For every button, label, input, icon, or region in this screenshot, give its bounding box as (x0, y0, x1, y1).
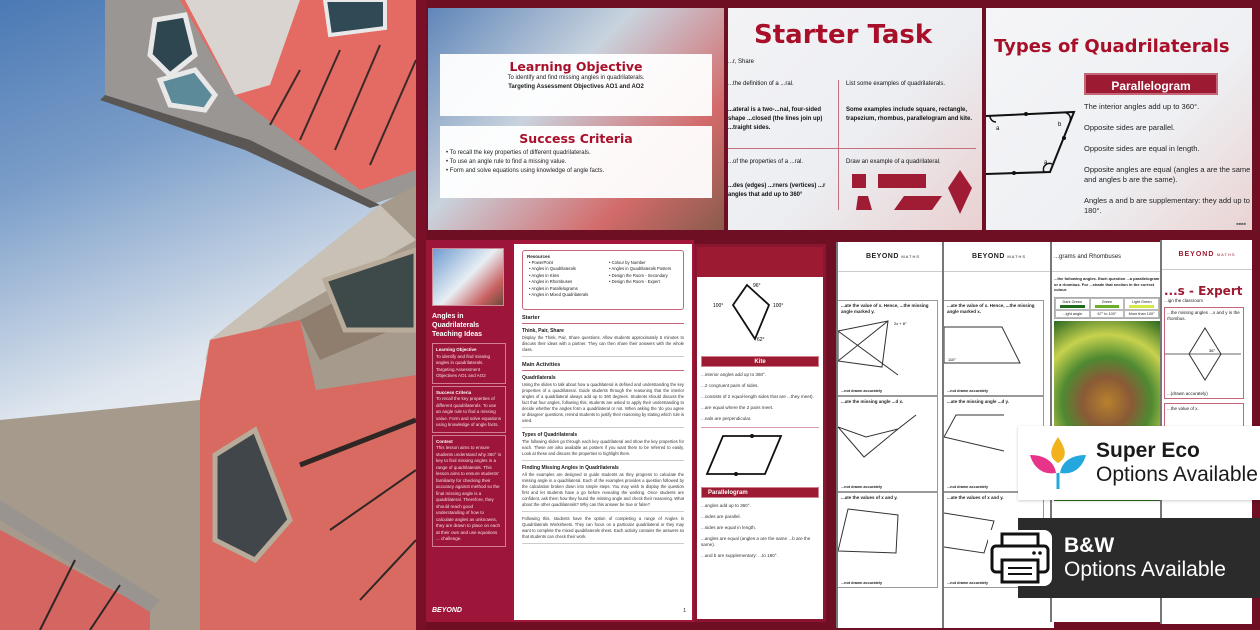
angle-label: 62° (757, 337, 765, 343)
bw-line-2: Options Available (1064, 558, 1226, 581)
beyond-logo: BEYOND (971, 253, 1005, 260)
sidebar-box-text: To identify and find missing angles in quadrilaterals. Targeting Assessment Objectives AO1 and AO2 (436, 353, 491, 378)
rhombus-diagram-icon (1165, 324, 1245, 384)
resources-col-2 (609, 260, 671, 286)
types-title: Types of Quadrilaterals (994, 36, 1230, 57)
question-note: ...(drawn accurately) (1167, 391, 1208, 396)
fact-item: ...sides are equal in length. (701, 525, 756, 530)
starter-a1: ...ateral is a two-...nal, four-sided shape ...closed (the lines join up) ...traight sides. (728, 107, 823, 131)
sidebar-box-heading: Learning Objective (436, 347, 477, 352)
question-text: ...the value of x. (1167, 406, 1199, 411)
learning-objective-target: Targeting Assessment Objectives AO1 and AO2 (508, 84, 644, 90)
question-text: ...the missing angles ...x and y in the rhombus. (1167, 310, 1240, 321)
angle-label: a (996, 126, 1000, 132)
question-box (1164, 307, 1244, 399)
success-criteria-item: • Form and solve equations using knowledge of angle facts. (446, 167, 706, 176)
colour-key-value: ...ight angle (1055, 310, 1090, 318)
starter-subtitle: ...r, Share (728, 59, 755, 65)
kite-badge: Kite (701, 356, 819, 367)
fact-item: The interior angles add up to 360°. (1084, 102, 1200, 111)
colour-key-cell (1055, 298, 1090, 310)
frame-divider (416, 0, 426, 630)
question-text: ...ate the missing angle ...d y. (947, 399, 1009, 404)
beyond-logo: BEYOND (1178, 251, 1215, 258)
parallelogram-diagram-icon (986, 106, 1078, 178)
sidebar-box-objective (432, 343, 506, 384)
fact-item: ...interior angles add up to 360°. (701, 372, 767, 377)
logo-subtitle: MATHS (901, 254, 921, 259)
parallelogram-diagram-icon (697, 432, 823, 478)
sidebar-box-heading: Success Criteria (436, 389, 472, 395)
expert-subtitle: ...ign the classroom (1164, 298, 1204, 303)
section-heading-starter: Starter (522, 312, 684, 324)
cube-houses-illustration (0, 0, 416, 630)
trapezium-diagram-icon (944, 317, 1044, 377)
fact-item: Opposite sides are equal in length. (1084, 144, 1200, 153)
fact-item: ...nals are perpendicular. (701, 416, 752, 421)
worksheet-header (838, 242, 948, 272)
paragraph: All the examples are designed to guide students as they progress to calculate the missing angle in a quadrilateral. Each of the examples provides a question followed by the calculation broken down into simple steps. You may wish to display the question first and let students have a go before revealing the working. Once students are confident, ask them how they found the missing angle and check their reasoning. What about the other quadrilaterals? Why can this answer be true or false? (522, 472, 684, 512)
fact-item: Opposite angles are equal (angles a are the same and angles b are the same). (1084, 165, 1251, 184)
fact-item: ...are equal where the 2 pairs meet. (701, 405, 774, 410)
learning-objective-title: Learning Objective (509, 59, 643, 74)
parallelogram-badge: Parallelogram (701, 487, 819, 498)
question-text: ...ate the value of x. Hence, ...the missing angle marked y. (841, 303, 929, 314)
success-criteria-title: Success Criteria (519, 131, 633, 146)
resource-item: • Angles in Quadrilaterals (529, 266, 588, 272)
success-criteria-item: • To use an angle rule to find a missing value. (446, 158, 706, 167)
colour-name: Light Green (1131, 299, 1152, 304)
colour-key-cell (1124, 298, 1159, 310)
beyond-logo: BEYOND (865, 253, 899, 260)
sidebar-box-heading: Context (436, 438, 453, 444)
colour-key-value: 67° to 100° (1090, 310, 1125, 318)
resource-item: • Design the Room - Secondary (609, 273, 671, 279)
eco-leaves-icon (1026, 433, 1090, 493)
starter-q3: ...of the properties of a ...ral. (728, 159, 804, 165)
logo-subtitle: MATHS (1007, 254, 1027, 259)
sidebar-box-context (432, 435, 506, 547)
worksheet-page-1[interactable] (836, 242, 948, 628)
kite-diagram-icon (697, 277, 823, 347)
question-text: ...ate the value of x. Hence, ...the missing angle marked x. (947, 303, 1035, 314)
resource-item: • Angles in Mixed Quadrilaterals (529, 292, 588, 298)
slide-types-of-quadrilaterals[interactable] (984, 6, 1254, 232)
fact-item: ...and b are supplementary: ...to 180°. (701, 553, 778, 558)
planner-thumbnail (432, 248, 504, 306)
planner-title: Angles in Quadrilaterals Teaching Ideas (432, 313, 483, 338)
fact-item: ...consists of 2 equal-length sides that are ...they meet). (701, 394, 814, 399)
paragraph: Following this, students have the option of completing a range of Angles in Quadrilaterals Worksheets. They can focus on a particular quadrilateral or they may want to complete the mixed quadrilaterals sheet. Each activity contains the answers so that students can check their work. (522, 516, 684, 544)
resource-item: • Angles in Parallelograms (529, 286, 588, 292)
colour-header: ...grams and Rhombuses (1052, 242, 1162, 272)
fact-item: ...angles are equal (angles a are the same ...b are the same). (701, 536, 811, 547)
kite-facts (697, 372, 823, 422)
slide-footer: ■■■■ (1236, 221, 1246, 226)
quadrilateral-shapes-icon (846, 170, 976, 216)
grid-divider-vertical (838, 80, 839, 210)
parallelogram-facts (697, 503, 823, 559)
fact-item: ...sides are parallel. (701, 514, 741, 519)
angle-label: 96° (753, 283, 761, 289)
subheading: Quadrilaterals (522, 375, 556, 381)
fact-item: Opposite sides are parallel. (1084, 123, 1175, 132)
question-note: ...not drawn accurately (841, 581, 883, 585)
starter-grid (728, 66, 978, 216)
section-heading-main: Main Activities (522, 359, 684, 371)
colour-key-cell (1090, 298, 1125, 310)
expert-title: ...s - Expert (1164, 284, 1243, 298)
question-note: ...not drawn accurately (947, 485, 989, 489)
poster-header-bar (697, 247, 823, 277)
lesson-planner-page[interactable] (426, 240, 694, 622)
resource-item: • Angles in Quadrilaterals Posters (609, 266, 671, 272)
question-text: ...ate the values of x and y. (947, 495, 1004, 500)
bw-line-1: B&W (1064, 534, 1115, 557)
success-criteria-box (440, 126, 712, 198)
question-note: ...not drawn accurately (947, 581, 989, 585)
expert-header (1162, 240, 1252, 270)
resource-item: • Angles in Kites (529, 273, 588, 279)
black-white-badge (1018, 518, 1260, 598)
question-note: ...not drawn accurately (947, 389, 989, 393)
paragraph: The following slides go through each key quadrilateral and show the key properties for each. These are also available as posters if you want them to be referred to easily. Look at these and discuss the properties to highlight them. (522, 439, 684, 461)
planner-sidebar (426, 240, 512, 622)
question-text: ...ate the missing angle ...d x. (841, 399, 904, 404)
printer-icon (988, 530, 1052, 586)
resources-heading: Resources (527, 254, 551, 259)
planner-main (514, 244, 692, 620)
learning-objective-text: To identify and find missing angles in quadrilaterals. (507, 75, 645, 81)
eco-line-2: Options Available (1096, 463, 1258, 486)
fact-item: ...2 congruent pairs of sides. (701, 383, 759, 388)
starter-a3: ...des (edges) ...rners (vertices) ...r angles that add up to 360° (728, 183, 826, 198)
swatch-light-green (1129, 305, 1154, 308)
slide-starter-task[interactable] (726, 6, 984, 232)
subheading: Types of Quadrilaterals (522, 432, 578, 438)
logo-subtitle: MATHS (1216, 252, 1236, 257)
super-eco-badge (1018, 426, 1260, 500)
starter-q1: ...the definition of a ...ral. (728, 81, 794, 87)
starter-q2: List some examples of quadrilaterals. (846, 81, 946, 87)
colour-name: Green (1101, 299, 1113, 304)
resource-item: • PowerPoint (529, 260, 588, 266)
question-box (944, 300, 1044, 396)
learning-objective-box (440, 54, 712, 116)
subheading: Finding Missing Angles in Quadrilaterals (522, 465, 619, 471)
starter-task-title: Starter Task (754, 20, 933, 50)
question-note: ...not drawn accurately (841, 485, 883, 489)
question-box (838, 396, 938, 492)
colour-intro: ...the following angles. Each question ...a parallelogram or a rhombus. For ...shade that section in the correct colour. (1054, 276, 1160, 292)
colour-key-table (1054, 297, 1160, 319)
angle-label: 100° (713, 303, 724, 309)
success-criteria-list (446, 149, 706, 176)
quadrilateral-diagram-icon (838, 407, 938, 467)
starter-q4: Draw an example of a quadrilateral. (846, 159, 941, 165)
success-criteria-item: • To recall the key properties of different quadrilaterals. (446, 149, 706, 158)
parallelogram-facts (1084, 102, 1254, 227)
paragraph: Using the slides to talk about how a quadrilateral is defined and understanding the key properties of a quadrilateral. Guide students through the reasoning that the interior angles of a quadrilateral always add up to 360 degrees. Students should discuss the fact that four angles, following this, students are asked to apply their understanding to decide whether the angles form a quadrilateral or not. When asking the 'do you agree or disagree' questions, remind students to justify their reasoning by stating which rule is used. (522, 382, 684, 428)
angle-label: 100° (773, 303, 784, 309)
starter-a2: Some examples include square, rectangle, trapezium, rhombus, parallelogram and kite. (846, 107, 973, 122)
resource-item: • Angles in Rhombuses (529, 279, 588, 285)
angle-label: 36° (1209, 348, 1216, 353)
slide-learning-objective[interactable] (426, 6, 726, 232)
question-box (838, 492, 938, 588)
sidebar-box-text: This lesson aims to ensure students understand why 360° is key to find missing angles in a range of quadrilaterals. This lesson aims to ensure students' familiarity for checking their accuracy against method so the final missing angle is a quadrilateral. Therefore, they should reach good understanding of how to calculate angles as unknowns, they are drawn to place on each at their own and use equations ... challenge. (436, 445, 502, 541)
question-text: ...ate the values of x and y. (841, 495, 898, 500)
grid-divider-horizontal (728, 148, 976, 149)
angle-label: b (1058, 122, 1062, 128)
quadrilateral-poster[interactable] (694, 244, 826, 622)
cover-photo (0, 0, 416, 630)
eco-line-1: Super Eco (1096, 439, 1200, 462)
sidebar-box-success (432, 386, 506, 433)
swatch-dark-green (1060, 305, 1085, 308)
resource-item: • Design the Room - Expert (609, 279, 671, 285)
parallelogram-badge: Parallelogram (1084, 73, 1218, 95)
question-box (838, 300, 938, 396)
resources-col-1 (529, 260, 588, 298)
beyond-logo: BEYOND (432, 607, 462, 614)
angle-label: 2x + 8° (894, 321, 907, 326)
resources-box (522, 250, 684, 310)
resource-item: • Colour by Number (609, 260, 671, 266)
paragraph: Display the Think, Pair, Share questions. Allow students approximately 5 minutes to discuss their ideas with a partner. They can then share their answers with the whole class. (522, 335, 684, 357)
angle-label: a (1044, 160, 1048, 166)
divider (701, 427, 819, 428)
page-number: 1 (683, 608, 686, 614)
sidebar-box-text: To recall the key properties of different quadrilaterals. To use an angle rule to find a missing value. Form and solve equations using knowledge of angle facts. (436, 396, 502, 427)
angle-label: 110° (948, 357, 956, 362)
colour-name: Dark Green (1062, 299, 1083, 304)
colour-key-value: More than 100° (1124, 310, 1159, 318)
swatch-green (1095, 305, 1120, 308)
question-note: ...not drawn accurately (841, 389, 883, 393)
quadrilateral-diagram-icon (838, 317, 938, 377)
fact-item: Angles a and b are supplementary: they add up to 180°. (1084, 196, 1250, 215)
quadrilateral-diagram-icon (838, 503, 938, 563)
fact-item: ...angles add up to 360°. (701, 503, 751, 508)
worksheet-header (944, 242, 1054, 272)
subheading: Think, Pair, Share (522, 328, 564, 334)
